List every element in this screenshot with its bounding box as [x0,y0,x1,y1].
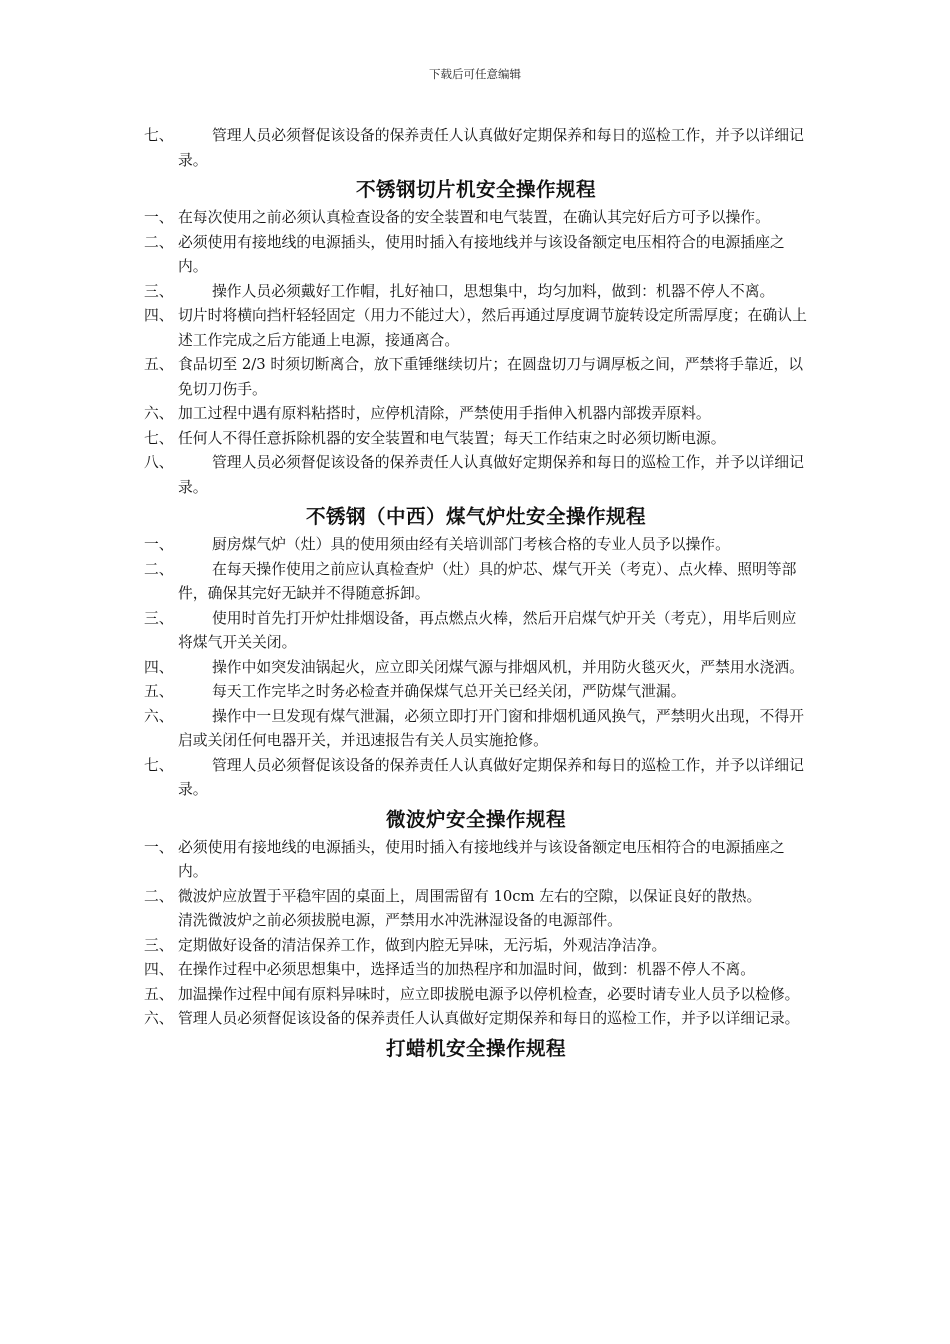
list-item [144,607,808,656]
item-text: 微波炉应放置于平稳牢固的桌面上，周围需留有 10cm 左右的空隙，以保证良好的散热。 [178,887,762,905]
item-text: 加温操作过程中闻有原料异味时，应立即拔脱电源予以停机检查，必要时请专业人员予以检修。 [178,985,800,1003]
item-number: 三、 [144,282,174,300]
item-number: 七、 [144,127,174,144]
item-number: 三、 [144,936,174,954]
list-item [144,680,808,705]
item-number: 四、 [144,961,174,978]
list-item [144,1007,808,1032]
item-number: 七、 [144,429,174,447]
section-title: 不锈钢（中西）煤气炉灶安全操作规程 [305,505,646,528]
list-item [144,124,808,173]
list-item [144,206,808,231]
item-text: 在操作过程中必须思想集中，选择适当的加热程序和加温时间，做到：机器不停人不离。 [178,961,756,978]
list-item [144,656,808,681]
list-item [144,427,808,452]
list-item [144,705,808,754]
item-number: 一、 [144,536,174,553]
item-number: 七、 [144,756,174,774]
item-text: 必须使用有接地线的电源插头，使用时插入有接地线并与该设备额定电压相符合的电源插座之内。 [178,233,785,275]
item-text: 每天工作完毕之时务必检查并确保煤气总开关已经关闭，严防煤气泄漏。 [212,683,686,700]
section [144,124,808,173]
item-number: 八、 [144,454,174,471]
item-number: 五、 [144,683,174,700]
list-item [144,885,808,910]
item-number: 六、 [144,1010,174,1027]
list-item [144,909,808,934]
list-item [144,934,808,959]
item-number: 六、 [144,707,174,725]
list-item [144,754,808,803]
list-item [144,231,808,280]
list-item [144,958,808,983]
item-text: 管理人员必须督促该设备的保养责任人认真做好定期保养和每日的巡检工作，并予以详细记录。 [178,454,804,496]
list-item [144,304,808,353]
item-text: 操作人员必须戴好工作帽，扎好袖口，思想集中，均匀加料，做到：机器不停人不离。 [212,282,775,300]
list-item [144,533,808,558]
section-title: 不锈钢切片机安全操作规程 [355,178,596,201]
list-item [144,836,808,885]
section [144,805,808,1032]
list-item [144,983,808,1008]
page-header: 下载后可任意编辑 [429,67,521,81]
item-text: 加工过程中遇有原料粘搭时，应停机清除，严禁使用手指伸入机器内部拨弄原料。 [178,405,711,422]
item-text: 定期做好设备的清洁保养工作，做到内腔无异味，无污垢，外观洁净洁净。 [178,936,667,954]
item-text: 使用时首先打开炉灶排烟设备，再点燃点火棒，然后开启煤气炉开关（考克），用毕后则应将煤气开关关闭。 [178,609,797,651]
item-text: 必须使用有接地线的电源插头，使用时插入有接地线并与该设备额定电压相符合的电源插座之内。 [178,838,785,880]
item-number: 五、 [144,356,174,373]
list-item [144,558,808,607]
list-item [144,451,808,500]
item-text: 厨房煤气炉（灶）具的使用须由经有关培训部门考核合格的专业人员予以操作。 [212,536,730,553]
item-number: 四、 [144,658,174,676]
section-title: 打蜡机安全操作规程 [385,1036,566,1060]
item-text: 管理人员必须督促该设备的保养责任人认真做好定期保养和每日的巡检工作，并予以详细记录。 [178,1010,800,1027]
item-number: 一、 [144,209,174,226]
list-item [144,280,808,305]
item-text: 在每次使用之前必须认真检查设备的安全装置和电气装置，在确认其完好后方可予以操作。 [178,209,770,226]
item-text: 任何人不得任意拆除机器的安全装置和电气装置；每天工作结束之时必须切断电源。 [178,429,726,447]
item-text: 管理人员必须督促该设备的保养责任人认真做好定期保养和每日的巡检工作，并予以详细记录。 [178,756,804,798]
item-number: 二、 [144,887,174,905]
item-number: 三、 [144,609,174,627]
section [144,502,808,803]
section [144,1034,808,1064]
item-text: 操作中一旦发现有煤气泄漏，必须立即打开门窗和排烟机通风换气，严禁明火出现，不得开启或关闭任何电器开关，并迅速报告有关人员实施抢修。 [178,707,804,749]
item-number: 五、 [144,985,174,1003]
section-title: 微波炉安全操作规程 [385,807,566,831]
item-number: 二、 [144,560,174,578]
item-text: 切片时将横向挡杆轻轻固定（用力不能过大），然后再通过厚度调节旋转设定所需厚度；在确认上述工作完成之后方能通上电源，接通离合。 [178,307,807,349]
item-number: 一、 [144,838,174,856]
item-text: 管理人员必须督促该设备的保养责任人认真做好定期保养和每日的巡检工作，并予以详细记录。 [178,127,804,169]
item-number: 六、 [144,405,174,422]
item-number: 四、 [144,307,174,324]
item-text: 操作中如突发油锅起火，应立即关闭煤气源与排烟风机，并用防火毯灭火，严禁用水浇洒。 [212,658,804,676]
section [144,175,808,500]
item-text: 在每天操作使用之前应认真检查炉（灶）具的炉芯、煤气开关（考克）、点火棒、照明等部件，确保其完好无缺并不得随意拆卸。 [178,560,797,602]
item-text: 清洗微波炉之前必须拔脱电源，严禁用水冲洗淋湿设备的电源部件。 [178,912,622,929]
item-text: 食品切至 2/3 时须切断离合，放下重锤继续切片；在圆盘切刀与调厚板之间，严禁将手靠近，以免切刀伤手。 [178,356,804,398]
list-item [144,402,808,427]
item-number: 二、 [144,233,174,251]
list-item [144,353,808,402]
document-body [144,124,808,1065]
